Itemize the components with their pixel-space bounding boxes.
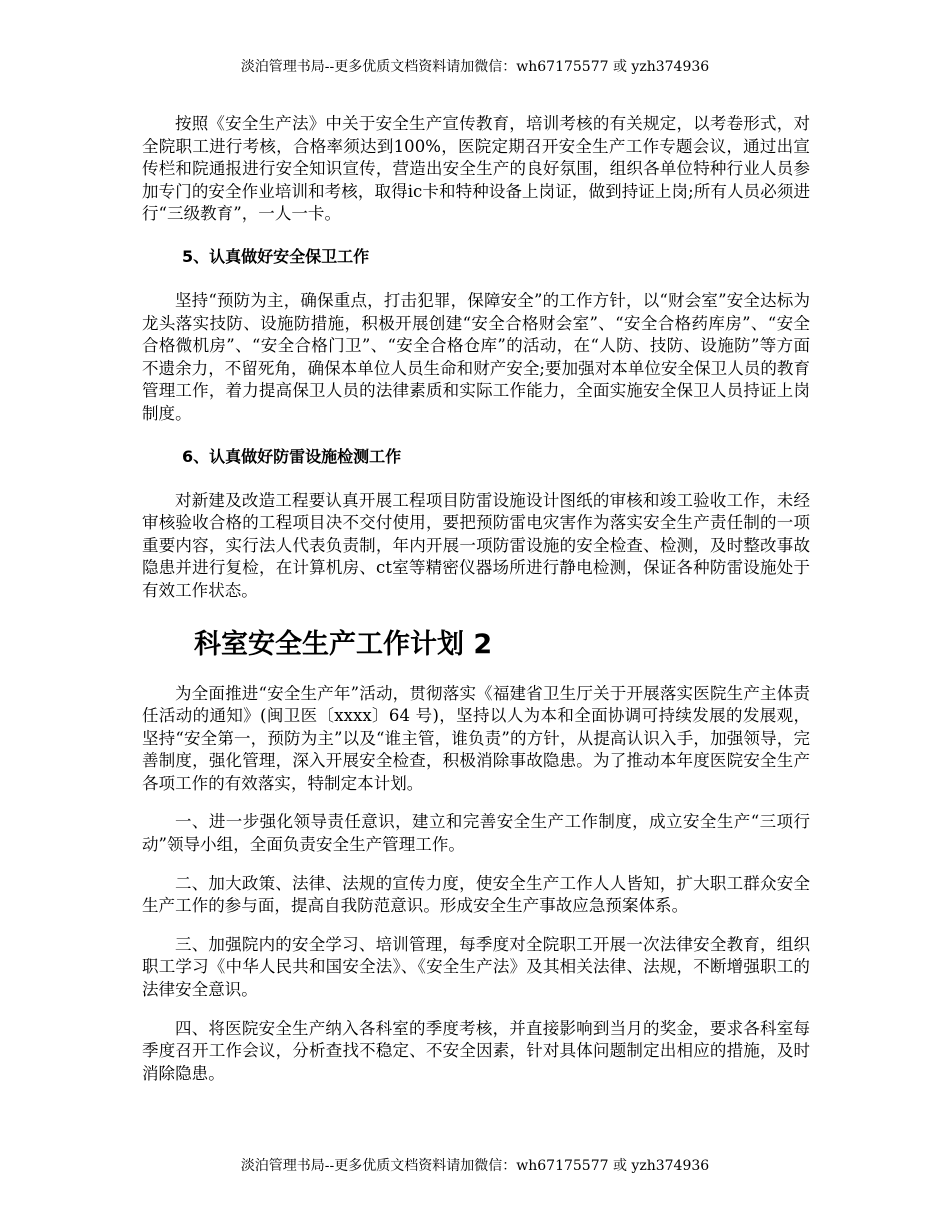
paragraph-security-work: 坚持“预防为主，确保重点，打击犯罪，保障安全”的工作方针，以“财会室”安全达标为龙头落实技防、设施防措施，积极开展创建“安全合格财会室”、“安全合格药库房”、“安全合格微机房”、“安全合格门卫”、“安全合格仓库”的活动，在“人防、技防、设施防”等方面不遗余力，不留死角，确保本单位人员生命和财产安全;要加强对本单位安全保卫人员的教育管理工作，着力提高保卫人员的法律素质和实际工作能力，全面实施安全保卫人员持证上岗制度。 [142, 290, 810, 423]
document-body [142, 113, 810, 1085]
paragraph-plan-item-2: 二、加大政策、法律、法规的宣传力度，使安全生产工作人人皆知，扩大职工群众安全生产工作的参与面，提高自我防范意识。形成安全生产事故应急预案体系。 [142, 873, 810, 916]
page-header: 淡泊管理书局--更多优质文档资料请加微信：wh67175577 或 yzh374936 [240, 59, 710, 75]
paragraph-plan-item-3: 三、加强院内的安全学习、培训管理，每季度对全院职工开展一次法律安全教育，组织职工学习《中华人民共和国安全法》、《安全生产法》及其相关法律、法规，不断增强职工的法律安全意识。 [142, 934, 810, 1000]
paragraph-plan-item-1: 一、进一步强化领导责任意识，建立和完善安全生产工作制度，成立安全生产“三项行动”领导小组，全面负责安全生产管理工作。 [142, 812, 810, 855]
section-title-plan-2: 科室安全生产工作计划 2 [194, 628, 493, 660]
heading-lightning-protection: 6、认真做好防雷设施检测工作 [182, 446, 402, 466]
paragraph-lightning-protection: 对新建及改造工程要认真开展工程项目防雷设施设计图纸的审核和竣工验收工作，未经审核验收合格的工程项目决不交付使用，要把预防雷电灾害作为落实安全生产责任制的一项重要内容，实行法人代表负责制，年内开展一项防雷设施的安全检查、检测，及时整改事故隐患并进行复检，在计算机房、ct室等精密仪器场所进行静电检测，保证各种防雷设施处于有效工作状态。 [142, 490, 810, 600]
paragraph-training-exam: 按照《安全生产法》中关于安全生产宣传教育，培训考核的有关规定，以考卷形式，对全院职工进行考核，合格率须达到100%，医院定期召开安全生产工作专题会议，通过出宣传栏和院通报进行安全知识宣传，营造出安全生产的良好氛围，组织各单位特种行业人员参加专门的安全作业培训和考核，取得ic卡和特种设备上岗证，做到持证上岗;所有人员必须进行“三级教育”，一人一卡。 [142, 114, 810, 224]
page-footer: 淡泊管理书局--更多优质文档资料请加微信：wh67175577 或 yzh374936 [240, 1158, 710, 1174]
heading-security-work: 5、认真做好安全保卫工作 [182, 246, 370, 266]
paragraph-plan-item-4: 四、将医院安全生产纳入各科室的季度考核，并直接影响到当月的奖金，要求各科室每季度召开工作会议，分析查找不稳定、不安全因素，针对具体问题制定出相应的措施，及时消除隐患。 [142, 1018, 810, 1083]
paragraph-plan-intro: 为全面推进“安全生产年”活动，贯彻落实《福建省卫生厅关于开展落实医院生产主体责任活动的通知》(闽卫医〔xxxx〕64 号)，坚持以人为本和全面协调可持续发展的发展观，坚持“安全第一，预防为主”以及“谁主管，谁负责”的方针，从提高认识入手，加强领导，完善制度，强化管理，深入开展安全检查，积极消除事故隐患。为了推动本年度医院安全生产各项工作的有效落实，特制定本计划。 [142, 683, 810, 793]
